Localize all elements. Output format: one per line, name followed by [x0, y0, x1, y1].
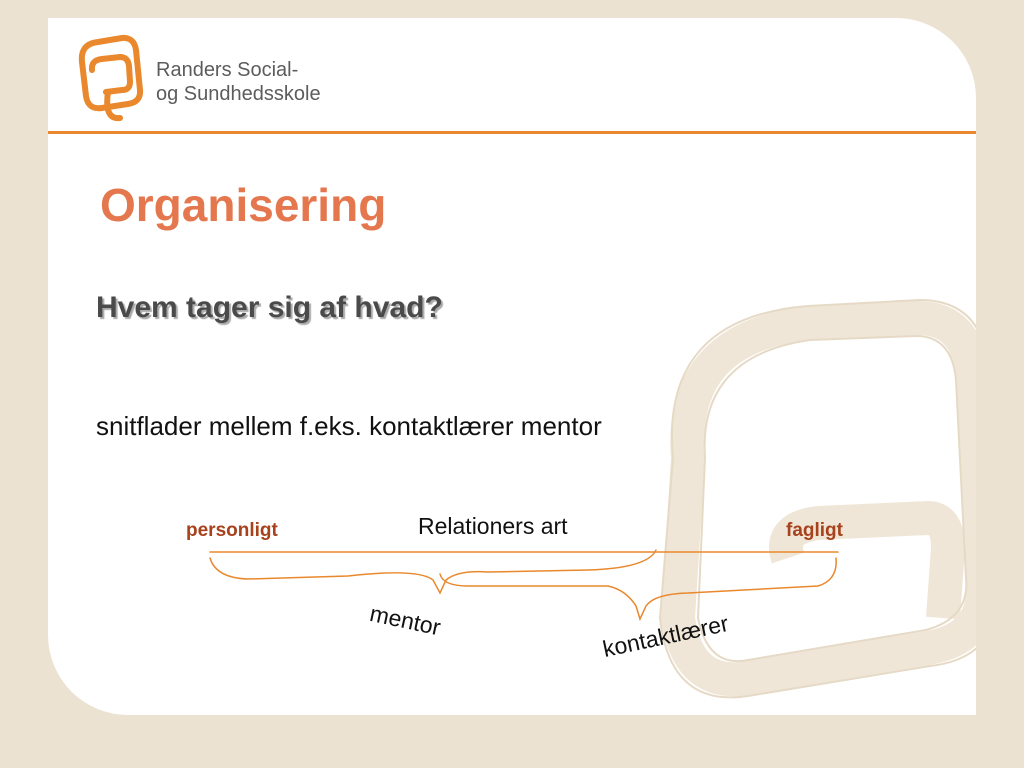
- slide-body-text: snitflader mellem f.eks. kontaktlærer mentor: [96, 411, 602, 441]
- school-name-line1: Randers Social-: [156, 59, 299, 81]
- brace-label-kontaktlaerer: kontaktlærer: [600, 610, 731, 663]
- axis-title: Relationers art: [418, 513, 568, 539]
- axis-label-personligt: personligt: [186, 520, 278, 541]
- slide-title: Organisering: [100, 179, 387, 231]
- slide-subtitle: Hvem tager sig af hvad?: [96, 291, 443, 324]
- brace-label-mentor: mentor: [367, 600, 444, 641]
- relation-diagram: [48, 18, 976, 715]
- axis-label-fagligt: fagligt: [786, 520, 843, 541]
- kontaktlaerer-brace: [440, 558, 836, 619]
- school-name-line2: og Sundhedsskole: [156, 83, 321, 105]
- slide-canvas: [48, 18, 976, 715]
